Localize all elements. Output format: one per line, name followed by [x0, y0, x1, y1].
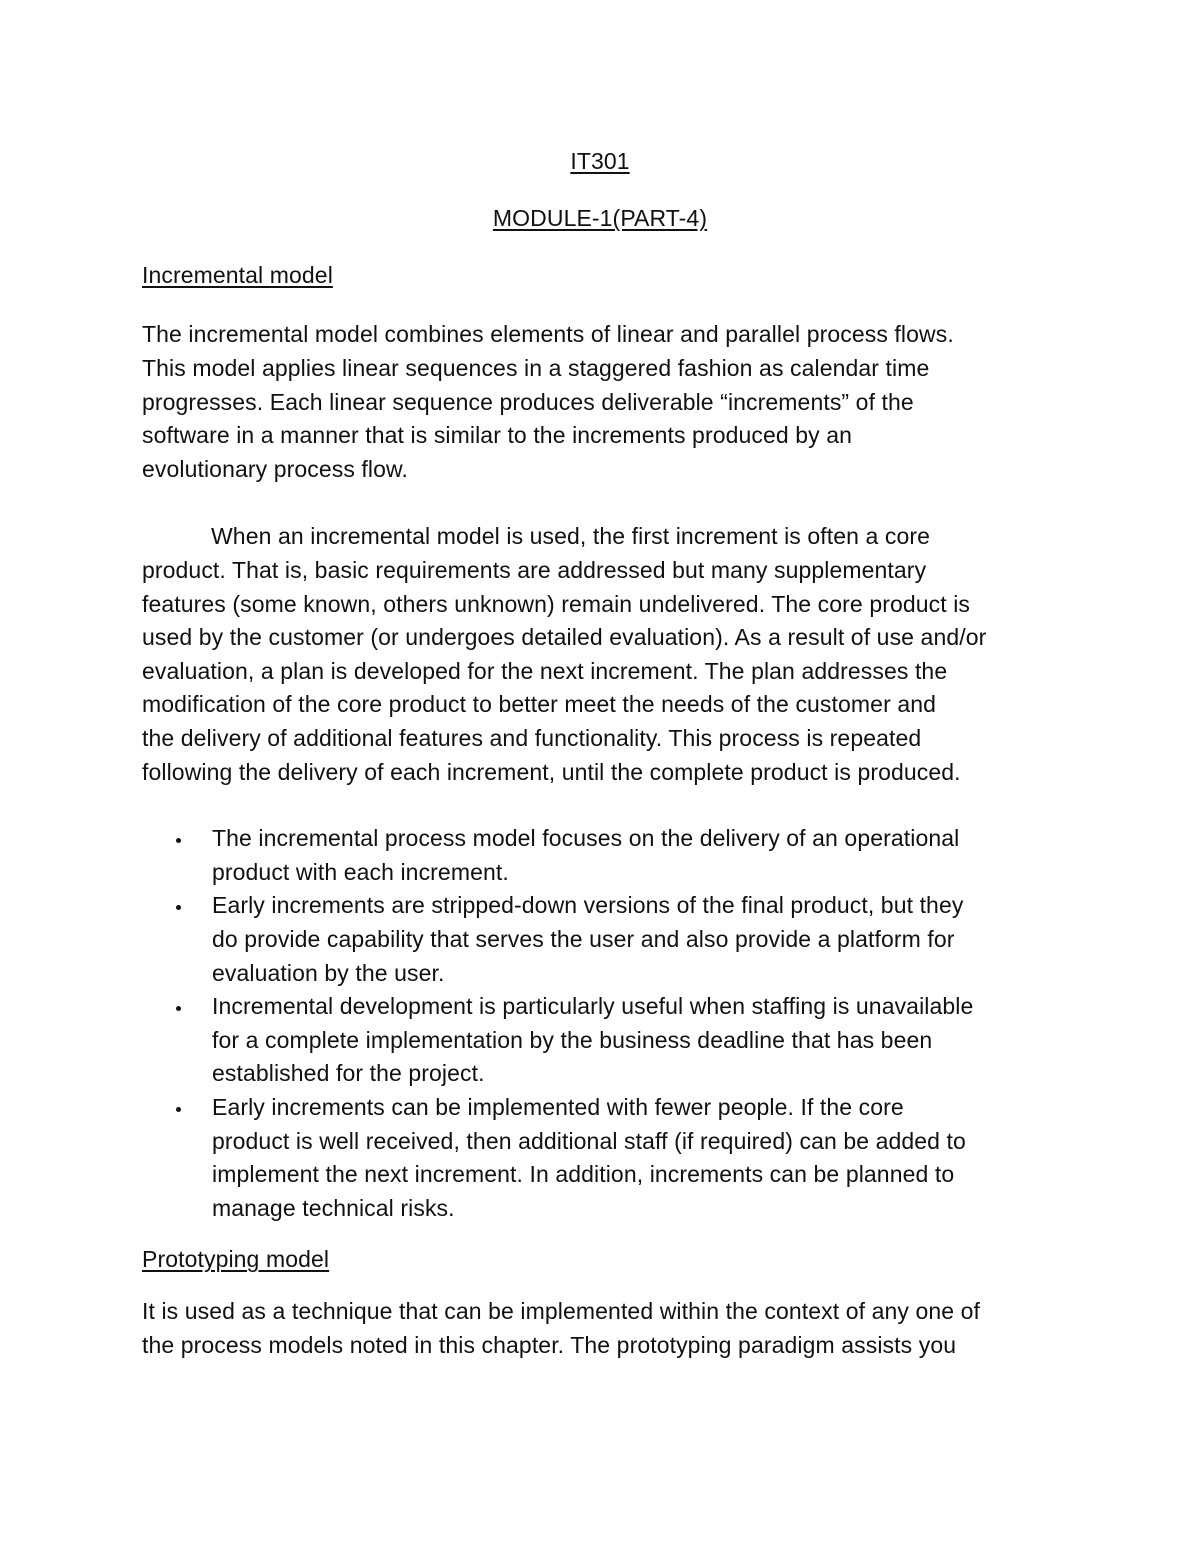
bullet-line: manage technical risks. — [212, 1195, 455, 1221]
bullet-dot-icon — [176, 905, 181, 910]
paragraph-line: evolutionary process flow. — [142, 456, 408, 482]
paragraph-line: software in a manner that is similar to the increments produced by an — [142, 422, 853, 448]
paragraph-line: following the delivery of each increment, until the complete product is produced. — [142, 759, 961, 785]
paragraph-line: product. That is, basic requirements are addressed but many supplementary — [142, 557, 927, 583]
bullet-line: established for the project. — [212, 1060, 485, 1086]
bullet-line: product is well received, then additional staff (if required) can be added to — [212, 1128, 966, 1154]
bullet-dot-icon — [176, 1006, 181, 1011]
course-code: IT301 — [570, 148, 630, 174]
bullet-line: Early increments can be implemented with fewer people. If the core — [212, 1094, 904, 1120]
section-heading-incremental: Incremental model — [142, 262, 333, 288]
paragraph-line: features (some known, others unknown) remain undelivered. The core product is — [142, 591, 971, 617]
paragraph-line: evaluation, a plan is developed for the next increment. The plan addresses the — [142, 658, 948, 684]
module-title: MODULE-1(PART-4) — [492, 205, 708, 231]
bullet-line: evaluation by the user. — [212, 960, 445, 986]
bullet-dot-icon — [176, 838, 181, 843]
paragraph-line: used by the customer (or undergoes detailed evaluation). As a result of use and/or — [142, 624, 987, 650]
bullet-line: The incremental process model focuses on the delivery of an operational — [212, 825, 960, 851]
paragraph-line: the process models noted in this chapter. The prototyping paradigm assists you — [142, 1332, 957, 1358]
paragraph-line: modification of the core product to better meet the needs of the customer and — [142, 691, 936, 717]
paragraph-line: It is used as a technique that can be implemented within the context of any one of — [142, 1298, 980, 1324]
bullet-line: product with each increment. — [212, 859, 509, 885]
bullet-line: for a complete implementation by the business deadline that has been — [212, 1027, 933, 1053]
paragraph-line: the delivery of additional features and functionality. This process is repeated — [142, 725, 922, 751]
bullet-line: implement the next increment. In addition, increments can be planned to — [212, 1161, 955, 1187]
bullet-line: Incremental development is particularly useful when staffing is unavailable — [212, 993, 974, 1019]
section-heading-prototyping: Prototyping model — [142, 1246, 330, 1272]
bullet-line: Early increments are stripped-down versions of the final product, but they — [212, 892, 964, 918]
paragraph-line: The incremental model combines elements of linear and parallel process flows. — [142, 321, 954, 347]
paragraph-line: This model applies linear sequences in a staggered fashion as calendar time — [142, 355, 930, 381]
bullet-dot-icon — [176, 1107, 181, 1112]
paragraph-line: progresses. Each linear sequence produces deliverable “increments” of the — [142, 389, 914, 415]
paragraph-line: When an incremental model is used, the first increment is often a core — [211, 523, 931, 549]
bullet-line: do provide capability that serves the user and also provide a platform for — [212, 926, 955, 952]
